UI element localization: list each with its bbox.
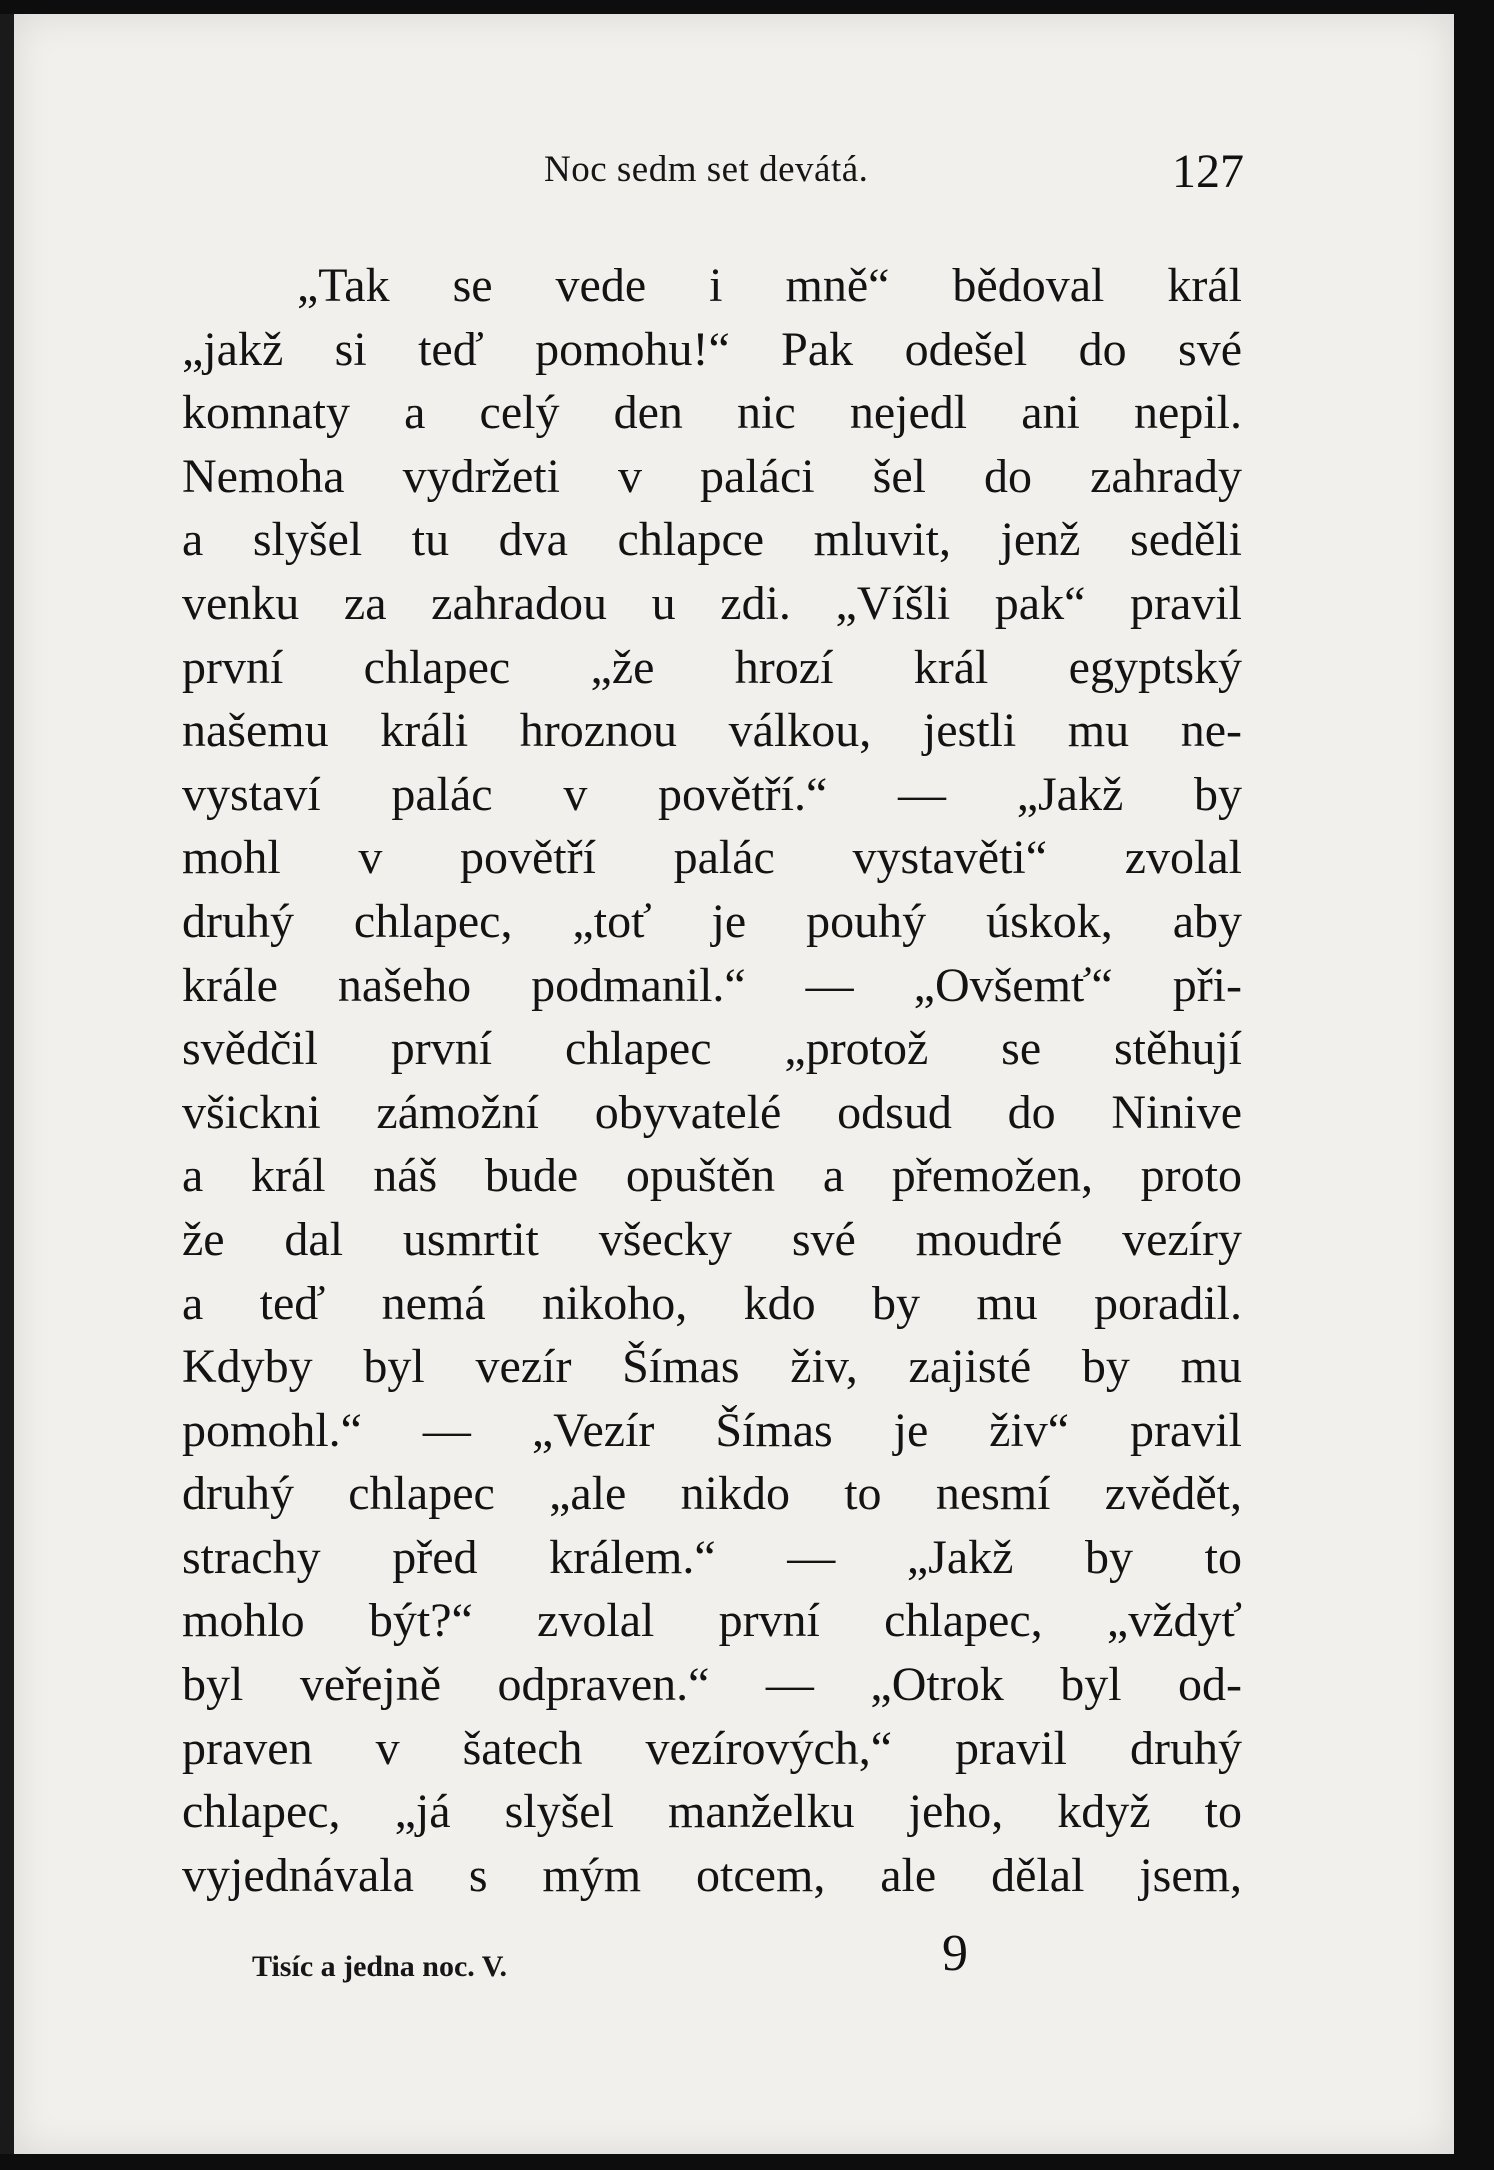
page-number: 127 (1172, 145, 1244, 198)
text-line: Nemoha vydržeti v paláci šel do zahrady (182, 449, 1242, 503)
text-line: „jakž si teď pomohu!“ Pak odešel do své (182, 322, 1242, 376)
book-page (14, 14, 1454, 2154)
page-footer (252, 1924, 1012, 1994)
text-line: druhý chlapec „ale nikdo to nesmí zvědět, (182, 1467, 1242, 1521)
text-line: strachy před králem.“ — „Jakž by to (182, 1530, 1242, 1584)
text-line: a slyšel tu dva chlapce mluvit, jenž seděli (182, 513, 1242, 567)
text-line: vyjednávala s mým otcem, ale dělal jsem, (182, 1848, 1242, 1902)
text-line: druhý chlapec, „toť je pouhý úskok, aby (182, 894, 1242, 948)
text-line: a král náš bude opuštěn a přemožen, proto (182, 1149, 1242, 1203)
text-line: a teď nemá nikoho, kdo by mu poradil. (182, 1276, 1242, 1330)
text-line: našemu králi hroznou válkou, jestli mu ne- (182, 704, 1242, 758)
body-text (182, 254, 1242, 1907)
book-binding-edge (0, 14, 14, 2154)
text-line: chlapec, „já slyšel manželku jeho, když to (182, 1785, 1242, 1839)
text-line: první chlapec „že hrozí král egyptský (182, 640, 1242, 694)
text-line: krále našeho podmanil.“ — „Ovšemť“ při- (182, 958, 1242, 1012)
page-header (534, 144, 1244, 204)
text-line: mohl v povětří palác vystavěti“ zvolal (182, 831, 1242, 885)
text-line: Kdyby byl vezír Šímas živ, zajisté by mu (182, 1340, 1242, 1394)
text-line: venku za zahradou u zdi. „Víšli pak“ pravil (182, 576, 1242, 630)
text-line: že dal usmrtit všecky své moudré vezíry (182, 1212, 1242, 1266)
text-line: vystaví palác v povětří.“ — „Jakž by (182, 767, 1242, 821)
text-line: komnaty a celý den nic nejedl ani nepil. (182, 386, 1242, 440)
signature-mark: Tisíc a jedna noc. V. (252, 1950, 508, 1983)
text-line: pomohl.“ — „Vezír Šímas je živ“ pravil (182, 1403, 1242, 1457)
text-line: svědčil první chlapec „protož se stěhují (182, 1022, 1242, 1076)
text-line: „Tak se vede i mně“ bědoval král (297, 259, 1242, 312)
signature-number: 9 (942, 1925, 968, 1982)
text-line: všickni zámožní obyvatelé odsud do Ninive (182, 1085, 1242, 1139)
running-title: Noc sedm set devátá. (544, 149, 869, 190)
scan-border-right (1454, 0, 1494, 2170)
text-line: byl veřejně odpraven.“ — „Otrok byl od- (182, 1658, 1242, 1712)
text-line: mohlo být?“ zvolal první chlapec, „vždyť (182, 1594, 1242, 1648)
text-line: praven v šatech vezírových,“ pravil druhý (182, 1721, 1242, 1775)
